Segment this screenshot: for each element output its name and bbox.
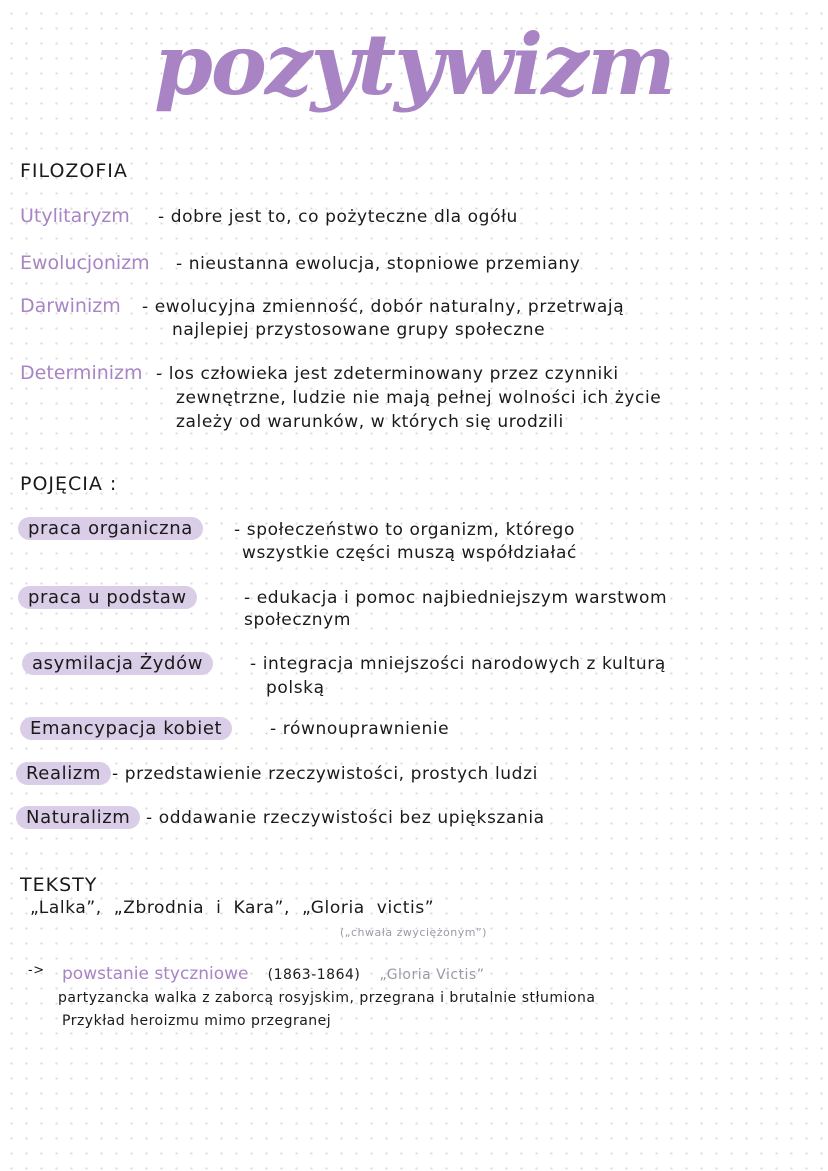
term-asymilacja-wrap [22, 652, 213, 675]
term-praca-organiczna-wrap [18, 517, 203, 540]
section-heading-pojecia: POJĘCIA : [20, 473, 118, 495]
event-years: (1863-1864) [267, 967, 361, 983]
event-example: Przykład heroizmu mimo przegranej [62, 1013, 332, 1029]
term-emancypacja-wrap [20, 717, 232, 740]
def-utylitaryzm: - dobre jest to, co pożyteczne dla ogółu [158, 207, 518, 227]
def-praca-u-podstaw-line2: społecznym [244, 610, 352, 630]
term-determinizm: Determinizm [20, 362, 143, 384]
event-name: powstanie styczniowe [62, 964, 249, 984]
term-darwinizm: Darwinizm [20, 295, 121, 317]
term-praca-u-podstaw-wrap [18, 586, 197, 609]
term-realizm: Realizm [16, 762, 111, 785]
arrow-icon: -> [28, 963, 45, 978]
term-ewolucjonizm: Ewolucjonizm [20, 252, 150, 274]
term-emancypacja-kobiet: Emancypacja kobiet [20, 717, 232, 740]
event-line [62, 964, 484, 984]
term-utylitaryzm: Utylitaryzm [20, 205, 130, 227]
term-asymilacja-zydow: asymilacja Żydów [22, 652, 213, 675]
section-heading-teksty: TEKSTY [20, 874, 98, 896]
def-asymilacja-line1: - integracja mniejszości narodowych z kulturą [250, 654, 666, 674]
def-determinizm-line2: zewnętrzne, ludzie nie mają pełnej wolności ich życie [176, 388, 662, 408]
term-naturalizm-wrap [16, 806, 140, 829]
def-determinizm-line3: zależy od warunków, w których się urodzili [176, 412, 564, 432]
page-title: pozytywizm [154, 15, 674, 114]
def-determinizm-line1: - los człowieka jest zdeterminowany przez czynniki [156, 364, 619, 384]
def-emancypacja: - równouprawnienie [270, 719, 450, 739]
section-heading-filozofia: FILOZOFIA [20, 160, 128, 182]
def-naturalizm: - oddawanie rzeczywistości bez upiększania [146, 808, 545, 828]
def-ewolucjonizm: - nieustanna ewolucja, stopniowe przemiany [176, 254, 581, 274]
event-ref: „Gloria Victis” [379, 967, 485, 983]
def-praca-organiczna-line2: wszystkie części muszą współdziałać [242, 543, 577, 563]
def-darwinizm-line1: - ewolucyjna zmienność, dobór naturalny, przetrwają [142, 297, 625, 317]
term-naturalizm: Naturalizm [16, 806, 140, 829]
event-description: partyzancka walka z zaborcą rosyjskim, przegrana i brutalnie stłumiona [58, 990, 596, 1006]
def-darwinizm-line2: najlepiej przystosowane grupy społeczne [172, 320, 546, 340]
teksty-note: („chwała zwyciężonym”) [340, 926, 487, 939]
def-asymilacja-line2: polską [266, 678, 325, 698]
teksty-list: „Lalka”, „Zbrodnia i Kara”, „Gloria victis” [30, 898, 435, 918]
term-realizm-wrap [16, 762, 111, 785]
term-praca-u-podstaw: praca u podstaw [18, 586, 197, 609]
term-praca-organiczna: praca organiczna [18, 517, 203, 540]
def-praca-u-podstaw-line1: - edukacja i pomoc najbiedniejszym warstwom [244, 588, 668, 608]
def-realizm: - przedstawienie rzeczywistości, prostych ludzi [112, 764, 538, 784]
def-praca-organiczna-line1: - społeczeństwo to organizm, którego [234, 520, 575, 540]
